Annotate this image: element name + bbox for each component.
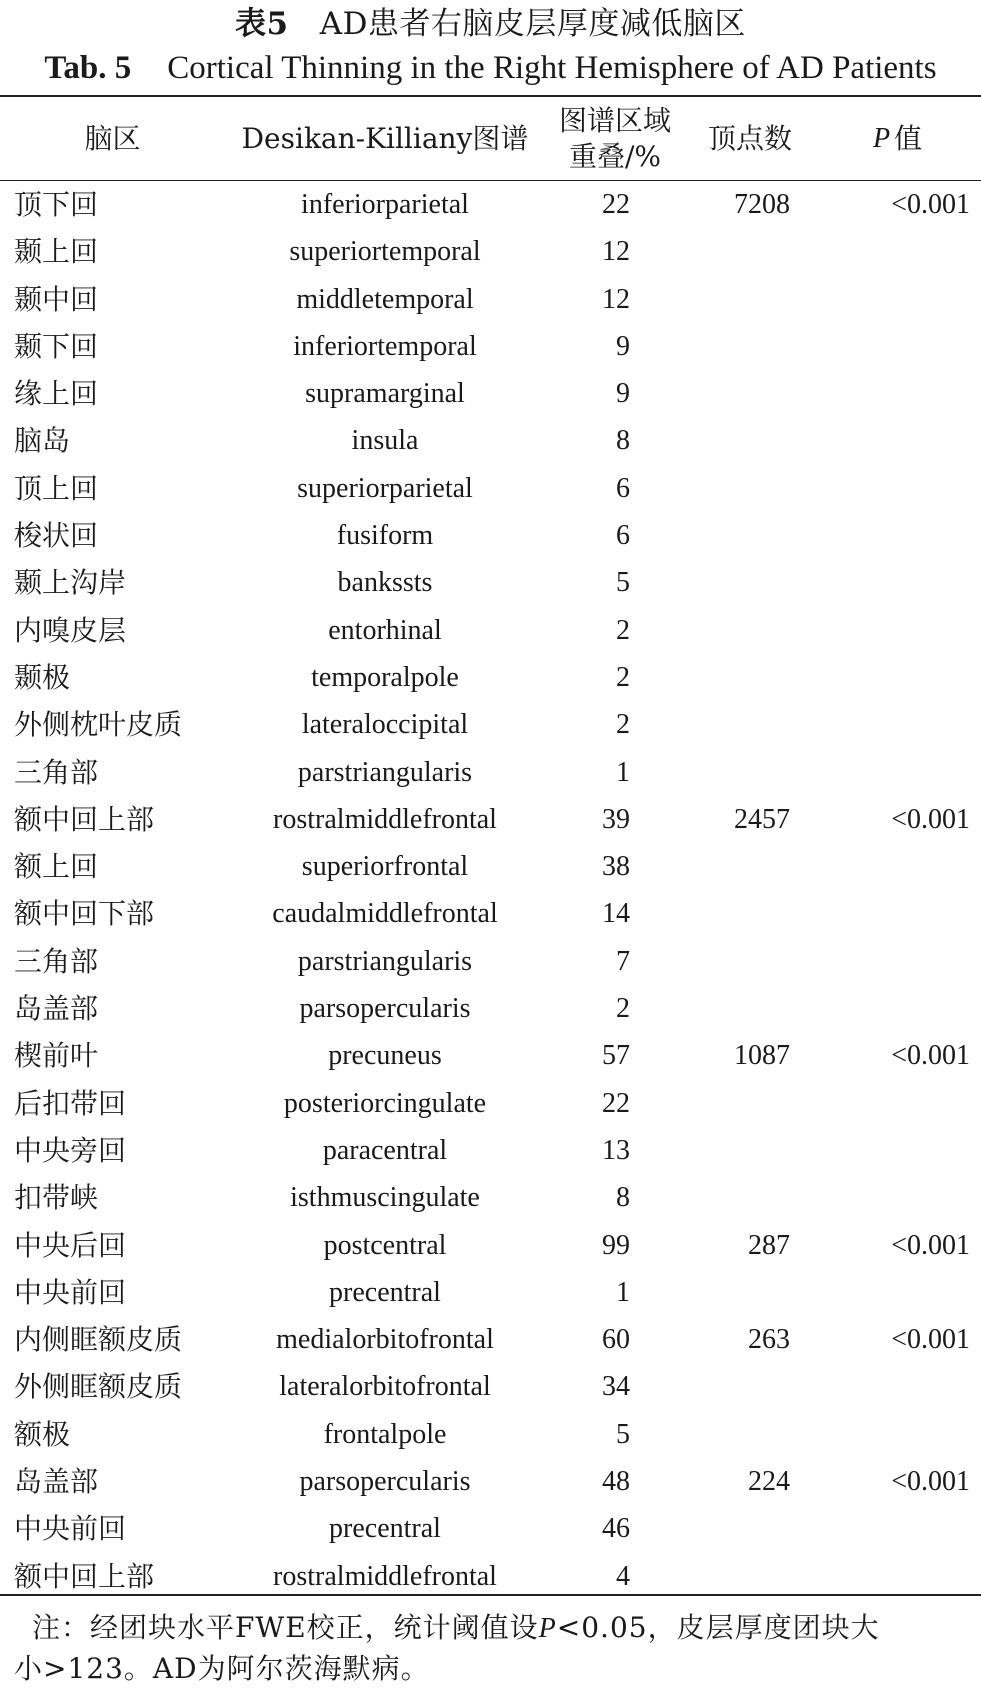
cell-overlap: 14 — [602, 898, 630, 930]
table-row — [0, 1080, 981, 1127]
table-row — [0, 559, 981, 606]
table-title-chinese — [0, 4, 981, 44]
cell-overlap: 48 — [602, 1466, 630, 1498]
cell-overlap: 2 — [616, 661, 630, 693]
table-row — [0, 796, 981, 843]
cell-vertices: 2457 — [734, 803, 790, 835]
table-row — [0, 890, 981, 937]
cell-region: 额中回下部 — [14, 897, 155, 931]
header-p-suffix: 值 — [894, 121, 923, 155]
header-p-italic: P — [872, 122, 891, 154]
table-row — [0, 985, 981, 1032]
cell-atlas: parsopercularis — [299, 993, 471, 1025]
cell-atlas: parstriangularis — [297, 756, 473, 788]
header-region: 脑区 — [84, 121, 141, 155]
cell-atlas: parstriangularis — [297, 945, 473, 977]
cell-atlas: lateralorbitofrontal — [279, 1371, 491, 1403]
table-row — [0, 1127, 981, 1174]
cell-region: 后扣带回 — [14, 1086, 127, 1120]
cell-overlap: 12 — [602, 283, 630, 315]
cell-region: 顶上回 — [14, 471, 99, 505]
cell-overlap: 5 — [616, 1418, 630, 1450]
cell-region: 颞下回 — [14, 329, 99, 363]
table-row — [0, 465, 981, 512]
cell-atlas: superiorparietal — [297, 472, 473, 504]
cell-atlas: frontalpole — [323, 1418, 447, 1450]
table-row — [0, 1553, 981, 1600]
cell-vertices: 263 — [748, 1324, 790, 1356]
cell-atlas: precentral — [329, 1276, 441, 1308]
cell-overlap: 2 — [616, 614, 630, 646]
cell-atlas: supramarginal — [305, 378, 465, 410]
cell-atlas: precentral — [329, 1513, 441, 1545]
cell-vertices: 287 — [748, 1229, 790, 1261]
cell-atlas: postcentral — [323, 1229, 447, 1261]
cell-atlas: rostralmiddlefrontal — [273, 1560, 497, 1592]
table-row — [0, 276, 981, 323]
cell-atlas: superiorfrontal — [301, 851, 469, 883]
cell-overlap: 46 — [602, 1513, 630, 1545]
table-row — [0, 1458, 981, 1505]
table-row — [0, 512, 981, 559]
table-row — [0, 607, 981, 654]
cell-atlas: medialorbitofrontal — [276, 1324, 494, 1356]
table-label-english: Tab. 5 — [44, 50, 132, 86]
cell-overlap: 38 — [602, 851, 630, 883]
table-row — [0, 1411, 981, 1458]
table-caption-chinese: AD患者右脑皮层厚度减低脑区 — [319, 6, 746, 42]
cell-region: 额上回 — [14, 850, 99, 884]
cell-atlas: insula — [351, 425, 419, 457]
cell-atlas: caudalmiddlefrontal — [272, 898, 498, 930]
table-row — [0, 228, 981, 275]
cell-overlap: 5 — [616, 567, 630, 599]
table-body — [0, 181, 981, 1600]
header-overlap-line1: 图谱区域 — [558, 103, 671, 137]
cell-atlas: lateraloccipital — [301, 709, 469, 741]
cell-overlap: 4 — [616, 1560, 630, 1592]
cell-region: 顶下回 — [14, 188, 99, 221]
table-row — [0, 701, 981, 748]
table-row — [0, 1222, 981, 1269]
cell-overlap: 8 — [616, 425, 630, 457]
table-footnote — [14, 1608, 974, 1689]
cell-region: 内侧眶额皮质 — [14, 1323, 183, 1357]
table-row — [0, 749, 981, 796]
cell-overlap: 34 — [602, 1371, 630, 1403]
cell-region: 中央后回 — [14, 1228, 127, 1262]
cell-overlap: 6 — [616, 472, 630, 504]
cell-overlap: 22 — [602, 1087, 630, 1119]
header-vertices: 顶点数 — [707, 121, 792, 155]
cell-region: 缘上回 — [14, 377, 99, 411]
cell-region: 梭状回 — [14, 519, 99, 553]
cell-p-value: <0.001 — [891, 803, 970, 835]
cell-atlas: rostralmiddlefrontal — [273, 803, 497, 835]
cell-region: 颞上沟岸 — [14, 566, 127, 600]
table-row — [0, 323, 981, 370]
cell-overlap: 13 — [602, 1134, 630, 1166]
table-row — [0, 417, 981, 464]
cell-region: 外侧眶额皮质 — [14, 1370, 183, 1404]
cell-atlas: parsopercularis — [299, 1466, 471, 1498]
cell-p-value: <0.001 — [891, 1324, 970, 1356]
cell-vertices: 224 — [748, 1466, 790, 1498]
cell-region: 中央前回 — [14, 1512, 127, 1546]
cell-p-value: <0.001 — [891, 1040, 970, 1072]
footnote-line1 — [14, 1608, 974, 1649]
cell-overlap: 22 — [602, 189, 630, 220]
cell-atlas: paracentral — [322, 1134, 448, 1166]
footnote-p-italic: P — [538, 1613, 557, 1644]
table-title-english — [0, 48, 981, 88]
cell-region: 脑岛 — [14, 424, 71, 458]
cell-overlap: 9 — [616, 330, 630, 362]
cell-region: 三角部 — [14, 755, 99, 789]
table-header — [0, 97, 981, 180]
cell-overlap: 2 — [616, 993, 630, 1025]
table-caption-english: Cortical Thinning in the Right Hemisphere of AD Patients — [167, 50, 937, 86]
cell-overlap: 8 — [616, 1182, 630, 1214]
cell-region: 岛盖部 — [14, 992, 99, 1026]
cell-p-value: <0.001 — [891, 1466, 970, 1498]
cell-region: 扣带峡 — [14, 1181, 99, 1215]
cell-atlas: precuneus — [328, 1040, 442, 1072]
cell-region: 外侧枕叶皮质 — [14, 708, 183, 742]
footnote-line1-prefix: 注：经团块水平FWE校正，统计阈值设 — [32, 1611, 539, 1644]
cell-atlas: posteriorcingulate — [283, 1087, 487, 1119]
cell-atlas: temporalpole — [311, 661, 459, 693]
cell-region: 颞中回 — [14, 282, 99, 316]
cell-overlap: 99 — [602, 1229, 630, 1261]
cell-overlap: 39 — [602, 803, 630, 835]
cell-overlap: 1 — [616, 1276, 630, 1308]
header-atlas: Desikan-Killiany图谱 — [241, 121, 529, 155]
cell-overlap: 9 — [616, 378, 630, 410]
cell-region: 内嗅皮层 — [14, 613, 127, 647]
table-row — [0, 1505, 981, 1552]
cell-atlas: entorhinal — [328, 614, 442, 646]
cell-p-value: <0.001 — [891, 189, 970, 220]
table-row — [0, 181, 981, 228]
table-row — [0, 1363, 981, 1410]
table-row — [0, 1269, 981, 1316]
cell-overlap: 6 — [616, 520, 630, 552]
cell-region: 额极 — [14, 1417, 71, 1451]
cell-overlap: 1 — [616, 756, 630, 788]
cell-region: 颞极 — [14, 660, 71, 694]
table-row — [0, 938, 981, 985]
cell-overlap: 60 — [602, 1324, 630, 1356]
cell-region: 额中回上部 — [14, 802, 155, 836]
cell-region: 额中回上部 — [14, 1559, 155, 1593]
cell-region: 中央前回 — [14, 1275, 127, 1309]
table-bottom-rule — [0, 1594, 981, 1596]
cell-atlas: isthmuscingulate — [290, 1182, 480, 1214]
table-row — [0, 1316, 981, 1363]
cell-vertices: 7208 — [734, 189, 790, 220]
header-p-value — [830, 97, 965, 180]
cell-atlas: bankssts — [337, 567, 433, 599]
cell-region: 岛盖部 — [14, 1465, 99, 1499]
cell-atlas: fusiform — [336, 520, 434, 552]
table-row — [0, 370, 981, 417]
cell-vertices: 1087 — [734, 1040, 790, 1072]
cell-overlap: 12 — [602, 236, 630, 268]
footnote-line2: 小>123。AD为阿尔茨海默病。 — [14, 1652, 430, 1685]
cell-region: 楔前叶 — [14, 1039, 99, 1073]
cell-atlas: superiortemporal — [289, 236, 481, 268]
table-row — [0, 1174, 981, 1221]
cell-overlap: 2 — [616, 709, 630, 741]
header-overlap — [540, 97, 690, 180]
cell-region: 中央旁回 — [14, 1133, 127, 1167]
cell-region: 三角部 — [14, 944, 99, 978]
table-row — [0, 654, 981, 701]
cell-p-value: <0.001 — [891, 1229, 970, 1261]
cell-atlas: middletemporal — [296, 283, 474, 315]
table-label-chinese: 表5 — [235, 6, 289, 42]
footnote-line1-suffix: <0.05，皮层厚度团块大 — [556, 1611, 880, 1644]
cell-atlas: inferiortemporal — [293, 330, 477, 362]
cell-overlap: 7 — [616, 945, 630, 977]
header-overlap-line2: 重叠/% — [568, 139, 662, 173]
cell-overlap: 57 — [602, 1040, 630, 1072]
cell-atlas: inferiorparietal — [301, 189, 469, 220]
table-row — [0, 1032, 981, 1079]
table-row — [0, 843, 981, 890]
cell-region: 颞上回 — [14, 235, 99, 269]
